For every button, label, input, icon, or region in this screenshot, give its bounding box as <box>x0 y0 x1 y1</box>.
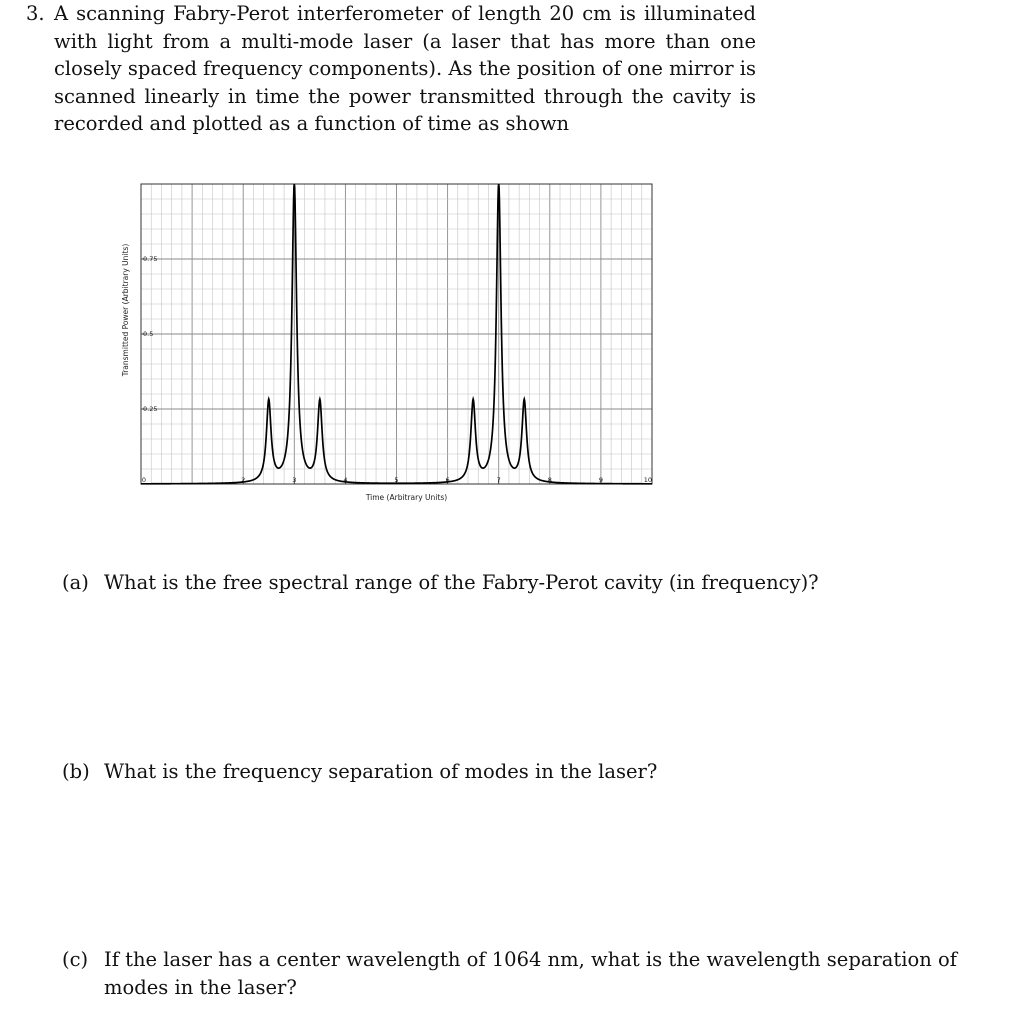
transmission-plot <box>112 178 672 508</box>
x-tick-label: 9 <box>598 476 603 484</box>
question-b-label: (b) <box>62 760 90 783</box>
x-tick-label: 2 <box>241 476 246 484</box>
x-tick-label: 0 <box>141 476 147 484</box>
x-tick-label: 4 <box>343 476 348 484</box>
question-c-text: If the laser has a center wavelength of 1064 nm, what is the wavelength separation of modes in the laser? <box>104 948 957 999</box>
grid <box>141 184 652 484</box>
x-tick-label: 5 <box>394 476 399 484</box>
transmission-plot-svg <box>112 178 672 508</box>
x-tick-label: 8 <box>547 476 552 484</box>
question-a-label: (a) <box>62 571 89 594</box>
y-tick-label: 0.5 <box>143 330 154 338</box>
question-b-text: What is the frequency separation of modes in the laser? <box>104 760 658 783</box>
y-tick-label: 0.75 <box>143 255 158 263</box>
x-tick-label: 7 <box>496 476 501 484</box>
problem-text: A scanning Fabry-Perot interferometer of length 20 cm is illuminated with light from a multi-mode laser (a laser that has more than one closely spaced frequency components). As the position of one mirror is scanned linearly in time the power transmitted through the cavity is recorded and plotted as a function of time as shown <box>54 2 756 135</box>
y-tick-label: 0.25 <box>143 405 158 413</box>
problem-number: 3. <box>26 2 45 25</box>
question-b <box>62 758 1012 786</box>
x-tick-label: 6 <box>445 476 450 484</box>
question-c-label: (c) <box>62 948 89 971</box>
question-a <box>62 569 1012 597</box>
question-c <box>62 946 1012 1002</box>
y-axis-label: Transmitted Power (Arbitrary Units) <box>121 243 130 377</box>
x-axis-label: Time (Arbitrary Units) <box>365 493 448 502</box>
x-tick-label: 10 <box>643 476 652 484</box>
question-a-text: What is the free spectral range of the Fabry-Perot cavity (in frequency)? <box>104 571 819 594</box>
x-tick-label: 3 <box>292 476 297 484</box>
problem-statement <box>26 0 756 138</box>
